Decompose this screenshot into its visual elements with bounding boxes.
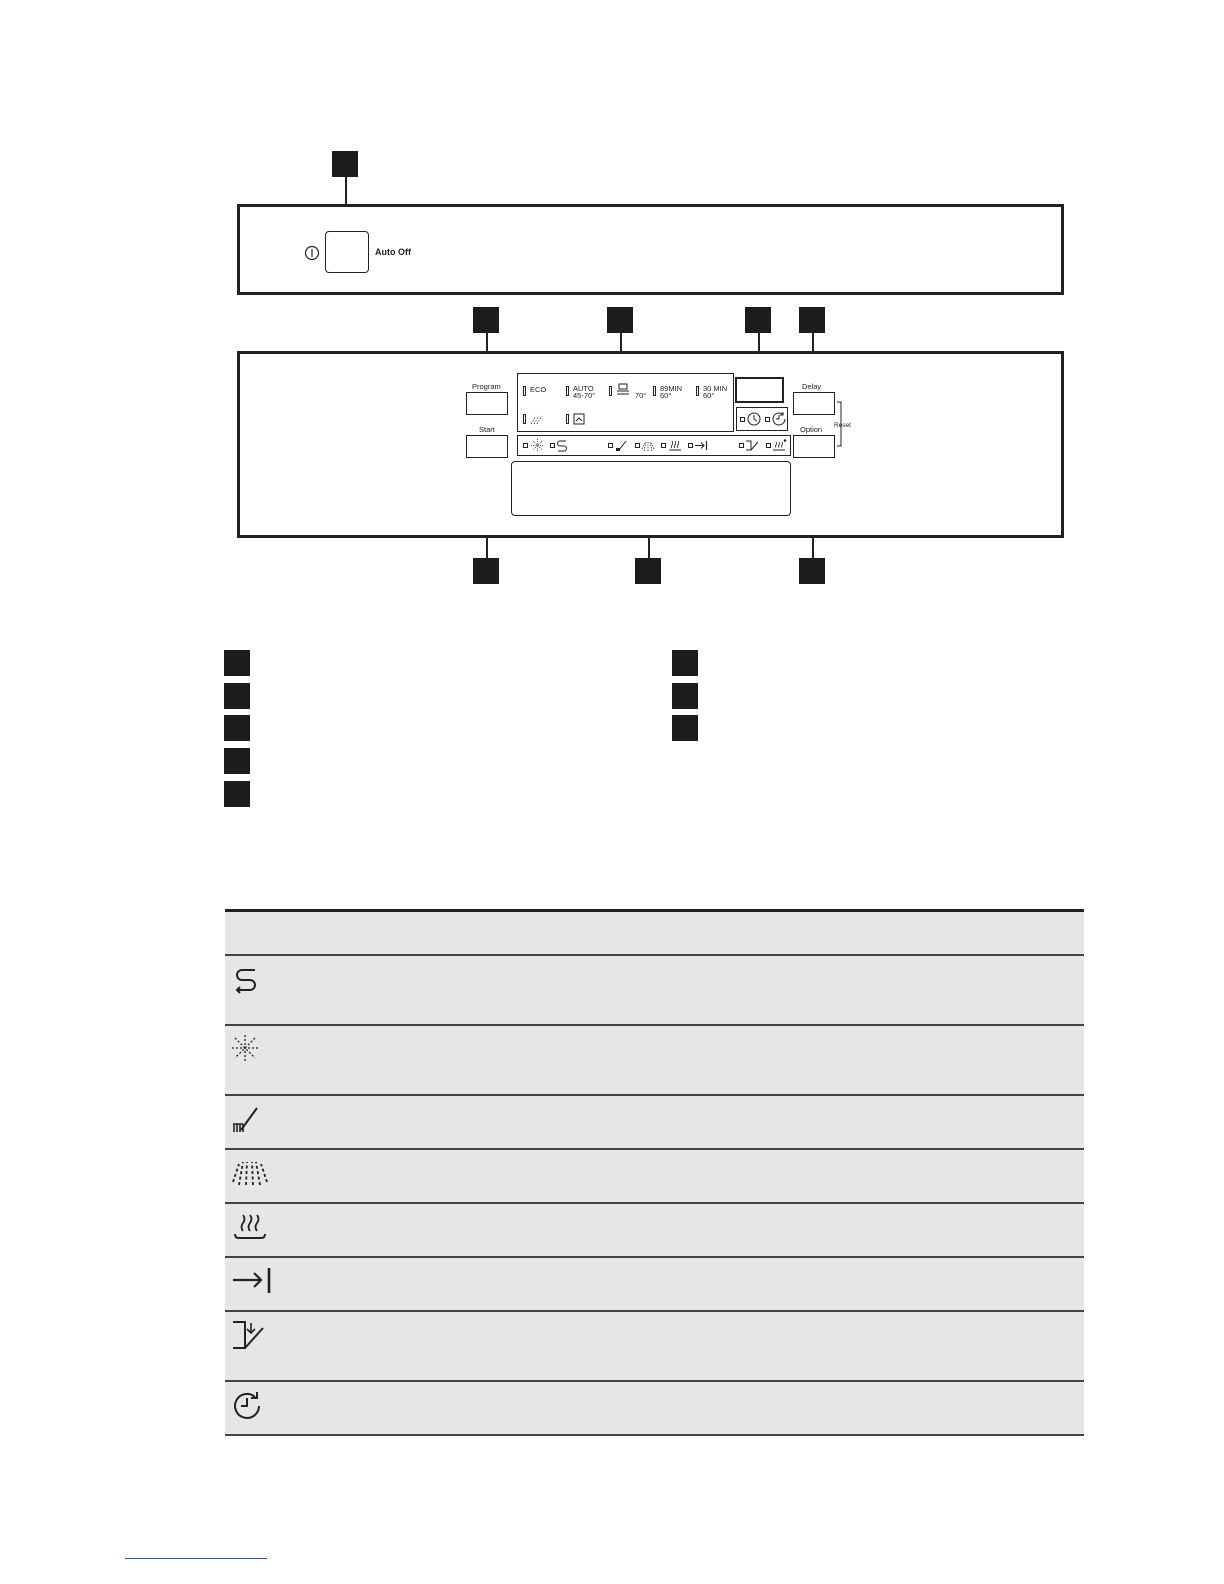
table-cell	[291, 955, 1084, 1025]
delay-timer-icon	[771, 411, 787, 427]
indicators-table	[225, 909, 1084, 1436]
callout-marker-7	[635, 558, 661, 584]
reset-label: Reset	[834, 422, 851, 429]
time-display	[735, 377, 784, 403]
table-row	[225, 1203, 1084, 1257]
callout-marker-4	[745, 307, 771, 333]
min30-label: 30 MIN	[703, 384, 728, 393]
led-indicator	[566, 414, 569, 424]
legend-marker-2	[224, 683, 250, 709]
table-cell	[225, 955, 291, 1025]
callout-marker-5	[799, 307, 825, 333]
min89-temp-label: 60°	[660, 391, 672, 400]
pots-icon	[616, 382, 630, 396]
delay-timer-icon	[231, 1390, 265, 1420]
led-indicator	[523, 414, 526, 424]
rinse-aid-icon	[231, 964, 261, 994]
legend-marker-6	[672, 650, 698, 676]
legend-marker-5	[224, 781, 250, 807]
legend-marker-1	[224, 650, 250, 676]
rinse-spray-icon	[529, 412, 543, 426]
temp-70-label: 70°	[635, 391, 647, 400]
auto-label: AUTO	[573, 384, 594, 393]
min30-temp-label: 60°	[703, 391, 715, 400]
table-cell	[225, 1257, 291, 1311]
table-cell	[291, 1025, 1084, 1095]
indicator-square	[688, 443, 693, 448]
table-cell	[291, 1257, 1084, 1311]
legend-marker-7	[672, 683, 698, 709]
indicator-square	[739, 443, 744, 448]
table-cell	[225, 1381, 291, 1435]
control-panel-top	[237, 204, 1064, 295]
start-button[interactable]	[466, 435, 508, 458]
option-button[interactable]	[793, 435, 835, 458]
delay-indicator-area	[736, 407, 788, 431]
indicator-square	[635, 443, 640, 448]
end-icon	[694, 439, 708, 452]
drying-phase-icon	[668, 439, 682, 452]
table-row	[225, 1025, 1084, 1095]
led-indicator	[523, 386, 526, 396]
callout-marker-1	[332, 151, 358, 177]
led-indicator	[653, 386, 656, 396]
table-cell	[225, 1203, 291, 1257]
rinse-aid-icon	[556, 439, 568, 452]
indicator-strip	[517, 435, 791, 456]
control-panel-bottom	[237, 351, 1064, 538]
timesaver-icon	[746, 411, 762, 427]
table-cell	[291, 1381, 1084, 1435]
option-label: Option	[800, 425, 823, 434]
table-cell	[291, 1095, 1084, 1149]
table-cell	[225, 1025, 291, 1095]
callout-marker-6	[473, 558, 499, 584]
indicator-square	[740, 417, 745, 422]
led-indicator	[566, 386, 569, 396]
indicator-square	[608, 443, 613, 448]
table-row	[225, 1311, 1084, 1381]
start-label: Start	[479, 425, 495, 434]
callout-marker-8	[799, 558, 825, 584]
min89-label: 89MIN	[660, 384, 683, 393]
delay-button[interactable]	[793, 392, 835, 415]
callout-marker-2	[473, 307, 499, 333]
table-cell	[291, 1149, 1084, 1203]
delay-label: Delay	[802, 382, 822, 391]
table-row	[225, 1381, 1084, 1435]
table-cell	[225, 1149, 291, 1203]
table-header-cell	[225, 911, 1084, 956]
table-row	[225, 1257, 1084, 1311]
legend-marker-8	[672, 715, 698, 741]
extra-dry-icon	[772, 438, 787, 452]
auto-temp-label: 45-70°	[573, 391, 596, 400]
rinsing-phase-icon	[641, 439, 655, 452]
door-opening-icon	[231, 1320, 271, 1350]
table-cell	[225, 1311, 291, 1381]
washing-phase-icon	[231, 1104, 261, 1134]
footer-link-underline[interactable]	[125, 1558, 267, 1559]
on-off-button[interactable]	[325, 231, 369, 273]
program-label: Program	[472, 382, 501, 391]
indicator-square	[661, 443, 666, 448]
rinsing-phase-icon	[231, 1158, 271, 1188]
callout-marker-3	[607, 307, 633, 333]
drying-phase-icon	[231, 1212, 271, 1242]
legend-marker-4	[224, 748, 250, 774]
power-icon	[304, 245, 320, 261]
table-cell	[291, 1311, 1084, 1381]
table-cell	[225, 1095, 291, 1149]
machine-care-icon	[572, 412, 586, 426]
program-display	[517, 373, 734, 432]
legend-marker-3	[224, 715, 250, 741]
indicator-square	[765, 417, 770, 422]
auto-off-label: Auto Off	[375, 247, 411, 257]
indicator-square	[766, 443, 771, 448]
door-opening-icon	[745, 439, 759, 452]
display-window	[511, 461, 791, 516]
indicator-square	[550, 443, 555, 448]
table-row	[225, 1149, 1084, 1203]
salt-icon	[531, 439, 544, 452]
program-button[interactable]	[466, 392, 508, 415]
table-row	[225, 955, 1084, 1025]
led-indicator	[696, 386, 699, 396]
end-icon	[231, 1266, 275, 1296]
table-cell	[291, 1203, 1084, 1257]
table-row	[225, 1095, 1084, 1149]
indicator-square	[523, 443, 528, 448]
table-header-row	[225, 911, 1084, 956]
led-indicator	[609, 386, 612, 396]
salt-icon	[231, 1034, 261, 1064]
eco-label: ECO	[530, 385, 547, 394]
washing-phase-icon	[615, 439, 627, 452]
